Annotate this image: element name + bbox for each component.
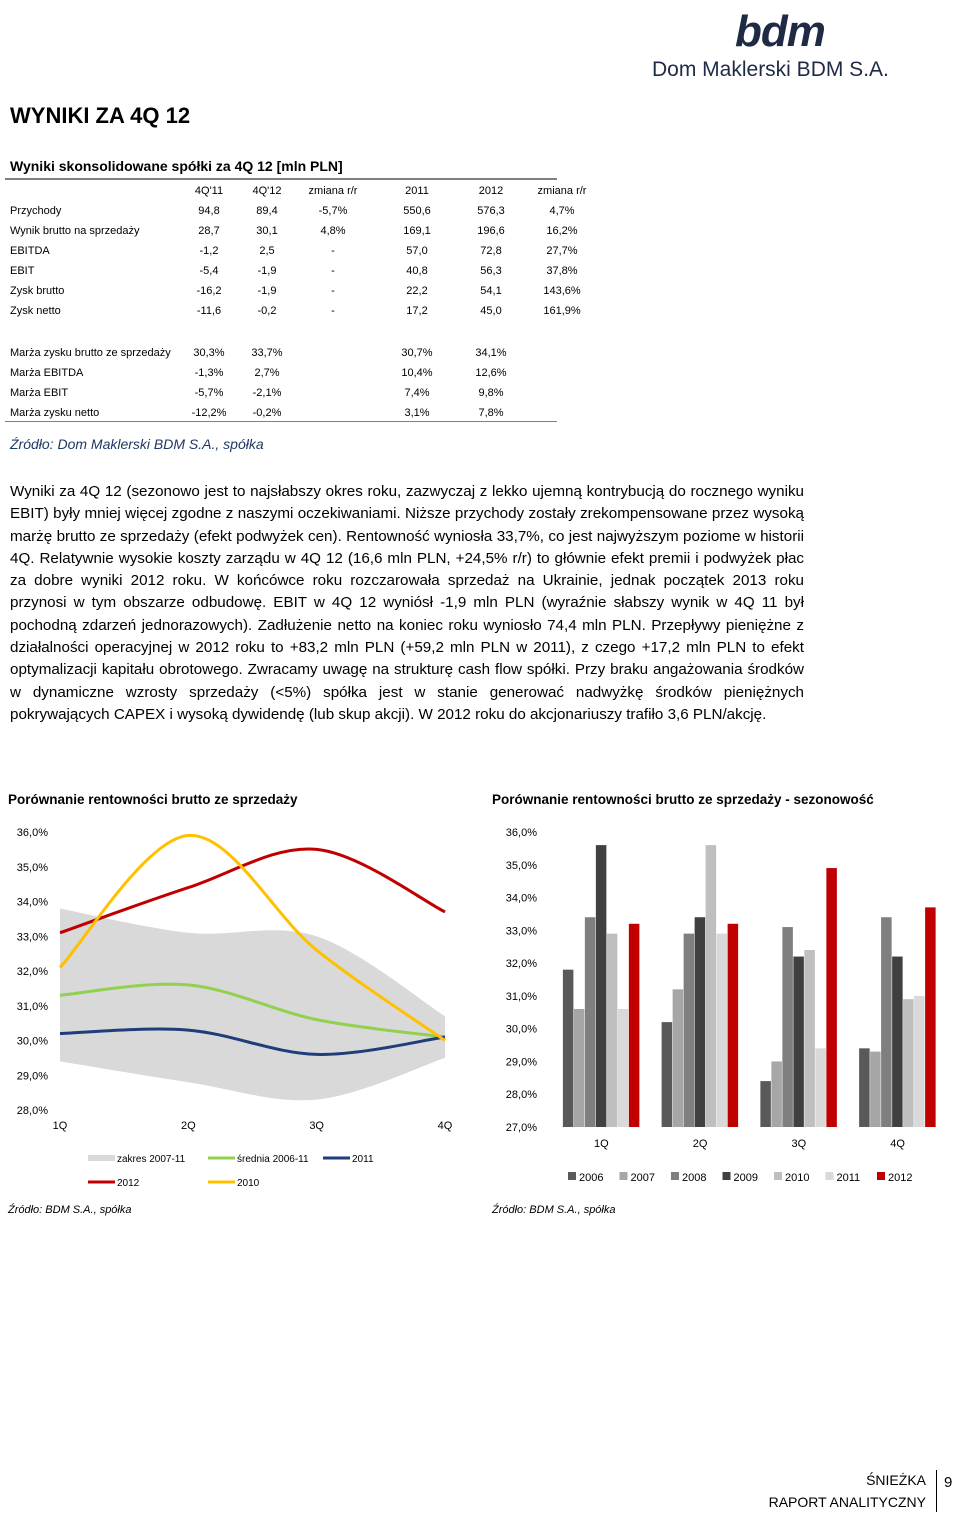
bar-2009-2Q <box>695 917 706 1127</box>
gross-margin-line-chart <box>0 815 470 1200</box>
table-cell: -12,2% <box>191 407 227 419</box>
margin-row <box>10 363 604 383</box>
row-label: Marża EBIT <box>10 387 69 399</box>
table-cell: 30,7% <box>401 347 433 359</box>
footer-divider <box>936 1470 937 1512</box>
y-tick-label: 29,0% <box>16 1070 48 1083</box>
table-cell: 9,8% <box>478 387 504 399</box>
table-cell: 40,8 <box>406 265 428 277</box>
table-cell: - <box>331 305 335 317</box>
bar-2007-3Q <box>771 1061 782 1127</box>
table-cell: 196,6 <box>477 225 505 237</box>
legend-label: 2012 <box>117 1178 140 1189</box>
y-tick-label: 35,0% <box>16 861 48 874</box>
table-cell: -1,3% <box>194 367 224 379</box>
x-tick-label: 4Q <box>437 1120 453 1132</box>
x-tick-label: 3Q <box>309 1120 325 1132</box>
table-cell: 576,3 <box>477 205 505 217</box>
legend-swatch <box>774 1172 782 1180</box>
bar-2008-2Q <box>684 934 695 1127</box>
table-cell: 94,8 <box>198 205 220 217</box>
row-label: Wynik brutto na sprzedaży <box>10 225 140 237</box>
bar-2011-1Q <box>618 1009 629 1127</box>
table-cell <box>294 383 372 403</box>
table-bottom-rule <box>5 421 557 422</box>
table-cell: 143,6% <box>543 285 581 297</box>
bar-2006-2Q <box>662 1022 673 1127</box>
bar-2009-1Q <box>596 845 607 1127</box>
table-cell: 12,6% <box>475 367 507 379</box>
y-tick-label: 30,0% <box>505 1023 537 1036</box>
legend-swatch <box>568 1172 576 1180</box>
x-tick-label: 2Q <box>692 1138 708 1150</box>
table-cell <box>520 403 604 423</box>
table-row <box>10 221 604 241</box>
legend-label: zakres 2007-11 <box>117 1154 186 1165</box>
chart1-source-note: Źródło: BDM S.A., spółka <box>8 1204 132 1216</box>
legend-label: 2011 <box>836 1172 861 1184</box>
bar-2007-1Q <box>574 1009 585 1127</box>
table-cell: 550,6 <box>403 205 431 217</box>
y-tick-label: 28,0% <box>16 1105 48 1117</box>
bar-2007-2Q <box>673 989 684 1127</box>
table-cell <box>294 403 372 423</box>
bar-2010-4Q <box>903 999 914 1127</box>
table-cell: -2,1% <box>252 387 282 399</box>
bar-2012-4Q <box>925 907 936 1127</box>
y-tick-label: 32,0% <box>505 958 537 971</box>
table-header-row <box>10 181 604 201</box>
table-cell: 37,8% <box>546 265 578 277</box>
table-cell: 72,8 <box>480 245 502 257</box>
y-tick-label: 36,0% <box>16 827 48 839</box>
legend-label: 2010 <box>237 1178 260 1189</box>
row-label: Marża zysku brutto ze sprzedaży <box>10 347 171 359</box>
column-header: 2011 <box>405 185 429 197</box>
results-table-title: Wyniki skonsolidowane spółki za 4Q 12 [mln PLN] <box>10 158 343 174</box>
table-cell: - <box>331 245 335 257</box>
row-label: Marża zysku netto <box>10 407 100 419</box>
bar-2008-1Q <box>585 917 596 1127</box>
legend-label: średnia 2006-11 <box>237 1154 309 1165</box>
bar-2010-1Q <box>607 934 618 1127</box>
bdm-logo-mark <box>735 7 825 56</box>
table-cell: -1,9 <box>257 265 277 277</box>
x-tick-label: 4Q <box>890 1138 905 1150</box>
table-row <box>10 201 604 221</box>
table-cell: 161,9% <box>543 305 581 317</box>
margin-row <box>10 383 604 403</box>
table-cell: 169,1 <box>403 225 431 237</box>
table-cell: -5,7% <box>318 205 348 217</box>
bar-2007-4Q <box>870 1052 881 1127</box>
y-tick-label: 34,0% <box>16 896 48 909</box>
column-header: 2012 <box>478 185 504 197</box>
y-tick-label: 29,0% <box>505 1056 537 1069</box>
table-cell: -1,2 <box>199 245 219 257</box>
table-cell: 7,8% <box>478 407 504 419</box>
table-row <box>10 261 604 281</box>
table-cell: 89,4 <box>256 205 278 217</box>
table-cell: 16,2% <box>546 225 578 237</box>
bar-2006-3Q <box>760 1081 771 1127</box>
y-tick-label: 31,0% <box>16 1000 48 1013</box>
table-cell: -5,7% <box>194 387 224 399</box>
bar-2008-4Q <box>881 917 892 1127</box>
table-cell: 54,1 <box>480 285 502 297</box>
legend-swatch <box>620 1172 628 1180</box>
table-cell: 7,4% <box>404 387 430 399</box>
legend-label: 2010 <box>785 1172 810 1184</box>
gross-margin-seasonality-bar-chart <box>492 815 952 1200</box>
bar-2006-1Q <box>563 970 574 1127</box>
table-cell: 34,1% <box>475 347 507 359</box>
table-cell: 33,7% <box>251 347 283 359</box>
legend-label: 2006 <box>579 1172 604 1184</box>
table-cell: -1,9 <box>257 285 277 297</box>
y-tick-label: 35,0% <box>505 859 537 872</box>
bar-2010-3Q <box>804 950 815 1127</box>
row-label: Zysk brutto <box>10 285 65 297</box>
legend-label: 2012 <box>888 1172 913 1184</box>
bar-2006-4Q <box>859 1048 870 1127</box>
y-tick-label: 34,0% <box>505 892 537 905</box>
table-cell: 2,7% <box>254 367 280 379</box>
table-cell: -16,2 <box>196 285 222 297</box>
table-cell: 22,2 <box>406 285 428 297</box>
footer-report-type: RAPORT ANALITYCZNY <box>768 1494 926 1510</box>
y-tick-label: 32,0% <box>16 966 48 978</box>
table-cell <box>294 343 372 363</box>
legend-swatch <box>826 1172 834 1180</box>
table-cell: 30,3% <box>193 347 225 359</box>
table-row <box>10 241 604 261</box>
chart1-title: Porównanie rentowności brutto ze sprzedaży <box>8 792 298 807</box>
bar-2008-3Q <box>782 927 793 1127</box>
table-cell <box>520 343 604 363</box>
bar-2009-4Q <box>892 957 903 1127</box>
table-cell: 10,4% <box>401 367 433 379</box>
table-cell: 57,0 <box>406 245 428 257</box>
column-header: 4Q'11 <box>194 185 224 197</box>
bar-2011-3Q <box>815 1048 826 1127</box>
table-top-rule <box>5 178 557 180</box>
table-cell: 2,5 <box>259 245 275 257</box>
range-band <box>60 908 445 1100</box>
chart2-title: Porównanie rentowności brutto ze sprzedaży - sezonowość <box>492 792 874 807</box>
x-tick-label: 1Q <box>594 1138 609 1150</box>
bar-2009-3Q <box>793 957 804 1127</box>
legend-label: 2008 <box>682 1172 707 1184</box>
y-tick-label: 28,0% <box>505 1089 537 1102</box>
table-cell: -0,2 <box>257 305 277 317</box>
bar-2012-3Q <box>826 868 837 1127</box>
table-source-note: Źródło: Dom Maklerski BDM S.A., spółka <box>10 436 264 452</box>
y-tick-label: 33,0% <box>505 925 537 938</box>
table-cell: 3,1% <box>404 407 430 419</box>
x-tick-label: 3Q <box>791 1138 807 1150</box>
margin-row <box>10 403 604 423</box>
legend-swatch <box>671 1172 679 1180</box>
row-label: Zysk netto <box>10 305 61 317</box>
table-cell: -5,4 <box>199 265 219 277</box>
bar-2012-1Q <box>629 924 640 1127</box>
x-tick-label: 1Q <box>52 1120 68 1132</box>
table-cell: 30,1 <box>256 225 278 237</box>
table-cell: 4,8% <box>320 225 346 237</box>
footer-company-name: ŚNIEŻKA <box>866 1472 926 1488</box>
table-cell: -0,2% <box>252 407 282 419</box>
x-tick-label: 2Q <box>180 1120 196 1132</box>
table-row <box>10 281 604 301</box>
legend-swatch <box>877 1172 885 1180</box>
y-tick-label: 30,0% <box>16 1035 48 1048</box>
table-cell: - <box>331 285 335 297</box>
margin-row <box>10 343 604 363</box>
y-tick-label: 27,0% <box>505 1122 537 1134</box>
legend-label: 2009 <box>733 1172 758 1184</box>
bar-2010-2Q <box>706 845 717 1127</box>
y-tick-label: 31,0% <box>505 990 537 1003</box>
table-cell: 28,7 <box>198 225 220 237</box>
row-label: Marża EBITDA <box>10 367 84 379</box>
bdm-logo-text: bdm <box>735 7 825 56</box>
y-tick-label: 33,0% <box>16 931 48 944</box>
table-cell: -11,6 <box>196 305 222 317</box>
table-cell <box>520 363 604 383</box>
legend-label: 2011 <box>352 1154 374 1165</box>
table-row <box>10 301 604 321</box>
legend-swatch <box>723 1172 731 1180</box>
bar-2011-4Q <box>914 996 925 1127</box>
column-header: 4Q'12 <box>252 185 282 197</box>
bar-2012-2Q <box>728 924 739 1127</box>
table-cell: 45,0 <box>480 305 502 317</box>
table-cell <box>294 363 372 383</box>
column-header: zmiana r/r <box>537 185 587 197</box>
table-cell: 27,7% <box>546 245 578 257</box>
column-header: zmiana r/r <box>308 185 358 197</box>
results-table <box>10 181 604 321</box>
table-cell: 56,3 <box>480 265 502 277</box>
table-cell: 17,2 <box>406 305 428 317</box>
column-header <box>10 181 178 201</box>
row-label: EBIT <box>10 265 35 277</box>
table-cell <box>520 383 604 403</box>
footer-page-number: 9 <box>944 1474 953 1491</box>
row-label: Przychody <box>10 205 62 217</box>
y-tick-label: 36,0% <box>505 827 537 839</box>
table-cell: - <box>331 265 335 277</box>
bar-2011-2Q <box>717 934 728 1127</box>
margins-table <box>10 343 604 423</box>
brand-name: Dom Maklerski BDM S.A. <box>652 58 889 81</box>
chart2-source-note: Źródło: BDM S.A., spółka <box>492 1204 616 1216</box>
page-title: WYNIKI ZA 4Q 12 <box>10 103 191 128</box>
commentary-paragraph: Wyniki za 4Q 12 (sezonowo jest to najsłabszy okres roku, zazwyczaj z lekko ujemną kontrybucją do rocznego wyniku EBIT) były mniej więcej zgodne z naszymi oczekiwaniami. Niższe przychody zostały zrekompensowane przez wysoką marżę brutto ze sprzedaży (efekt podwyżek cen). Rentowność wyniosła 33,7%, co jest najwyższym poziome w historii 4Q. Relatywnie wysokie koszty zarządu w 4Q 12 (16,6 mln PLN, +24,5% r/r) to głównie efekt premii i podwyżek płac za dobre wyniki 2012 roku. W końcówce roku rozczarowała sprzedaż na Ukrainie, jednak początek 2013 roku przynosi w tym obszarze odbudowę. EBIT w 4Q 12 wyniósł -1,9 mln PLN (wyraźnie słabszy wynik w 4Q 11 był pochodną zdarzeń jednorazowych). Zadłużenie netto na koniec roku wyniosło 74,4 mln PLN. Przepływy pieniężne z działalności operacyjnej w 2012 roku to +83,2 mln PLN (+59,2 mln PLN w 2011), z czego +17,2 mln PLN to efekt optymalizacji kapitału obrotowego. Zwracamy uwagę na strukturę cash flow spółki. Przy braku angażowania środków w dynamiczne wzrosty sprzedaży (<5%) spółka jest w stanie generować nadwyżkę środków pieniężnych pokrywających CAPEX i wysoką dywidendę (lub skup akcji). W 2012 roku do akcjonariuszy trafiło 3,6 PLN/akcję. <box>10 483 804 723</box>
table-cell: 4,7% <box>549 205 575 217</box>
legend-label: 2007 <box>630 1172 655 1184</box>
row-label: EBITDA <box>10 245 50 257</box>
